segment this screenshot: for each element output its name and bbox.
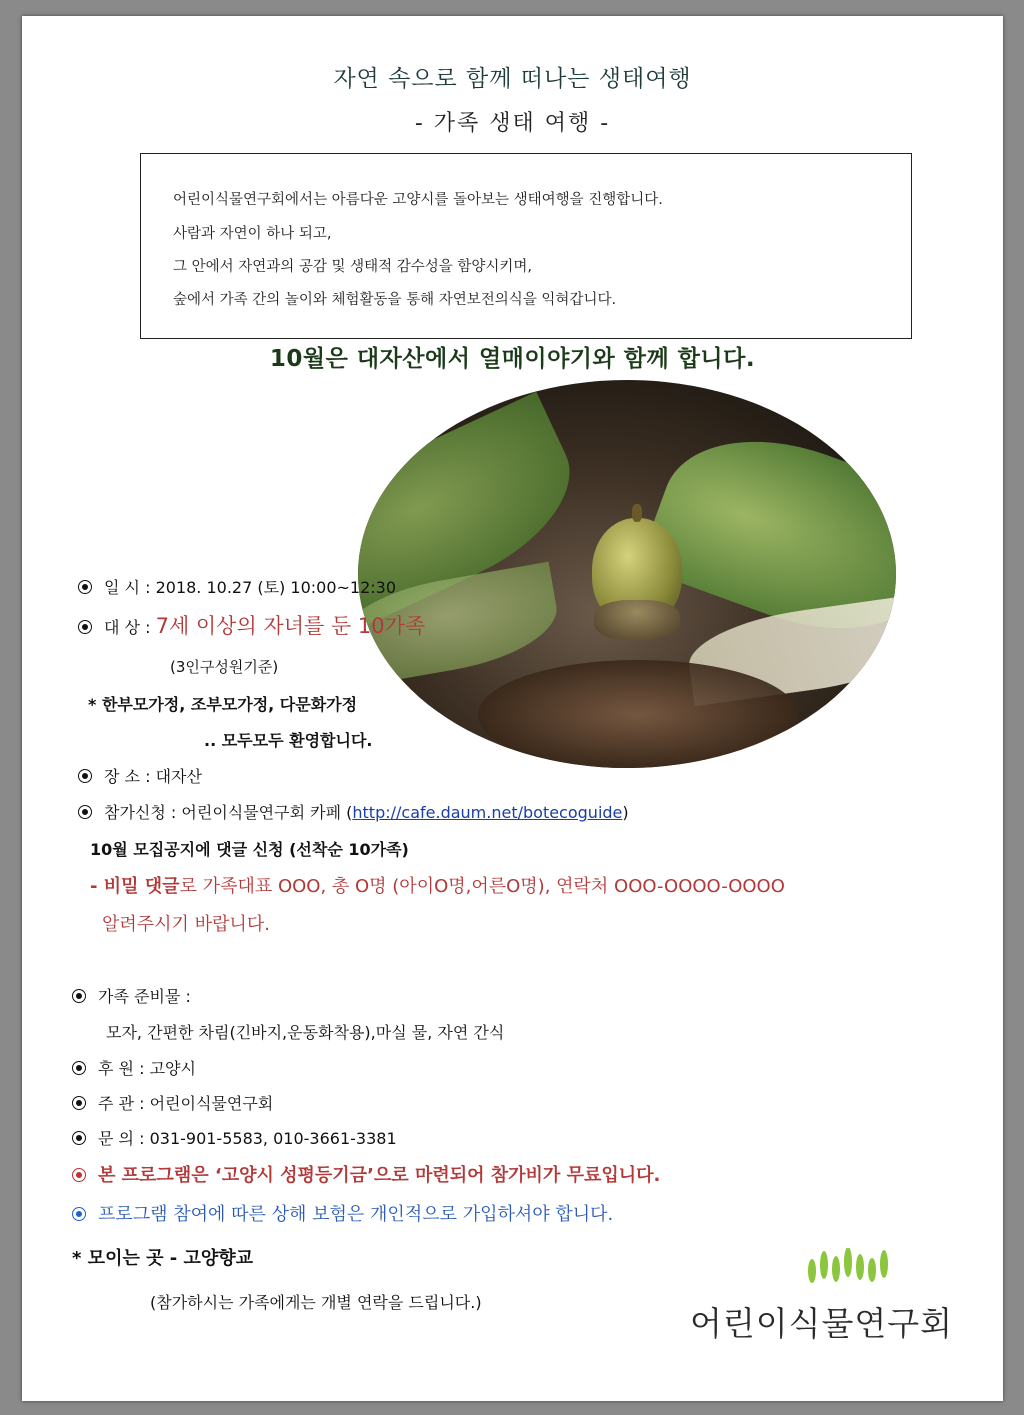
document-page: [22, 16, 1003, 1401]
welcome-line-2: .. 모두모두 환영합니다.: [204, 731, 373, 750]
insurance-notice-row: [72, 1200, 613, 1226]
bullet-icon: [72, 1096, 86, 1110]
contact-value: 031-901-5583, 010-3661-3381: [149, 1129, 397, 1148]
meeting-place: * 모이는 곳 - 고양향교: [72, 1248, 254, 1269]
target-note: (3인구성원기준): [170, 658, 279, 676]
headline: 10월은 대자산에서 열매이야기와 함께 합니다.: [269, 346, 756, 372]
sponsor-row: 후 원 : 고양시: [72, 1056, 196, 1079]
bullet-icon: [72, 1131, 86, 1145]
bullet-icon: [72, 1207, 86, 1221]
intro-line: 그 안에서 자연과의 공감 및 생태적 감수성을 함양시키며,: [173, 259, 533, 275]
prep-value: 모자, 간편한 차림(긴바지,운동화착용),마실 물, 자연 간식: [106, 1023, 505, 1042]
target-row: 대 상 : 7세 이상의 자녀를 둔 10가족: [78, 610, 425, 640]
cafe-link[interactable]: http://cafe.daum.net/botecoguide: [352, 803, 623, 822]
intro-line: 숲에서 가족 간의 놀이와 체험활동을 통해 자연보전의식을 익혀갑니다.: [173, 292, 617, 308]
date-value: 2018. 10.27 (토) 10:00~12:30: [155, 578, 397, 597]
page-subtitle: - 가족 생태 여행 -: [414, 111, 611, 136]
intro-line: 어린이식물연구회에서는 아름다운 고양시를 돌아보는 생태여행을 진행합니다.: [173, 192, 663, 208]
bullet-icon: [72, 1168, 86, 1182]
intro-line: 사람과 자연이 하나 되고,: [173, 226, 332, 242]
apply-row: 참가신청 : 어린이식물연구회 카페 (http://cafe.daum.net/botecoguide): [78, 800, 629, 823]
secret-comment-tail: 알려주시기 바랍니다.: [102, 914, 270, 935]
welcome-line-1: * 한부모가정, 조부모가정, 다문화가정: [88, 695, 358, 714]
date-row: 일 시 : 2018. 10.27 (토) 10:00~12:30: [78, 575, 396, 598]
bullet-icon: [78, 805, 92, 819]
target-value: 7세 이상의 자녀를 둔 10가족: [155, 614, 426, 638]
bullet-icon: [78, 580, 92, 594]
prep-row: 가족 준비물 :: [72, 984, 191, 1007]
contact-row: 문 의 : 031-901-5583, 010-3661-3381: [72, 1126, 397, 1149]
place-value: 대자산: [155, 767, 202, 786]
page-title: 자연 속으로 함께 떠나는 생태여행: [333, 66, 692, 92]
secret-comment-line: - 비밀 댓글로 가족대표 OOO, 총 O명 (아이O명,어른O명), 연락처 OOO-OOOO-OOOO: [90, 876, 785, 897]
bullet-icon: [78, 620, 92, 634]
bullet-icon: [78, 769, 92, 783]
intro-box: [140, 153, 912, 339]
host-row: 주 관 : 어린이식물연구회: [72, 1091, 273, 1114]
meeting-note: (참가하시는 가족에게는 개별 연락을 드립니다.): [150, 1293, 482, 1312]
insurance-notice: 프로그램 참여에 따른 상해 보험은 개인적으로 가입하셔야 합니다.: [98, 1204, 614, 1225]
logo-text: 어린이식물연구회: [690, 1304, 954, 1343]
host-value: 어린이식물연구회: [149, 1094, 274, 1113]
bullet-icon: [72, 1061, 86, 1075]
bullet-icon: [72, 989, 86, 1003]
apply-note: 10월 모집공지에 댓글 신청 (선착순 10가족): [90, 840, 409, 859]
organization-logo: [682, 1248, 954, 1343]
acorn-photo: [358, 380, 896, 768]
free-notice-row: [72, 1161, 660, 1187]
sponsor-value: 고양시: [149, 1059, 196, 1078]
free-notice: 본 프로그램은 ‘고양시 성평등기금’으로 마련되어 참가비가 무료입니다.: [98, 1165, 661, 1186]
place-row: 장 소 : 대자산: [78, 764, 202, 787]
